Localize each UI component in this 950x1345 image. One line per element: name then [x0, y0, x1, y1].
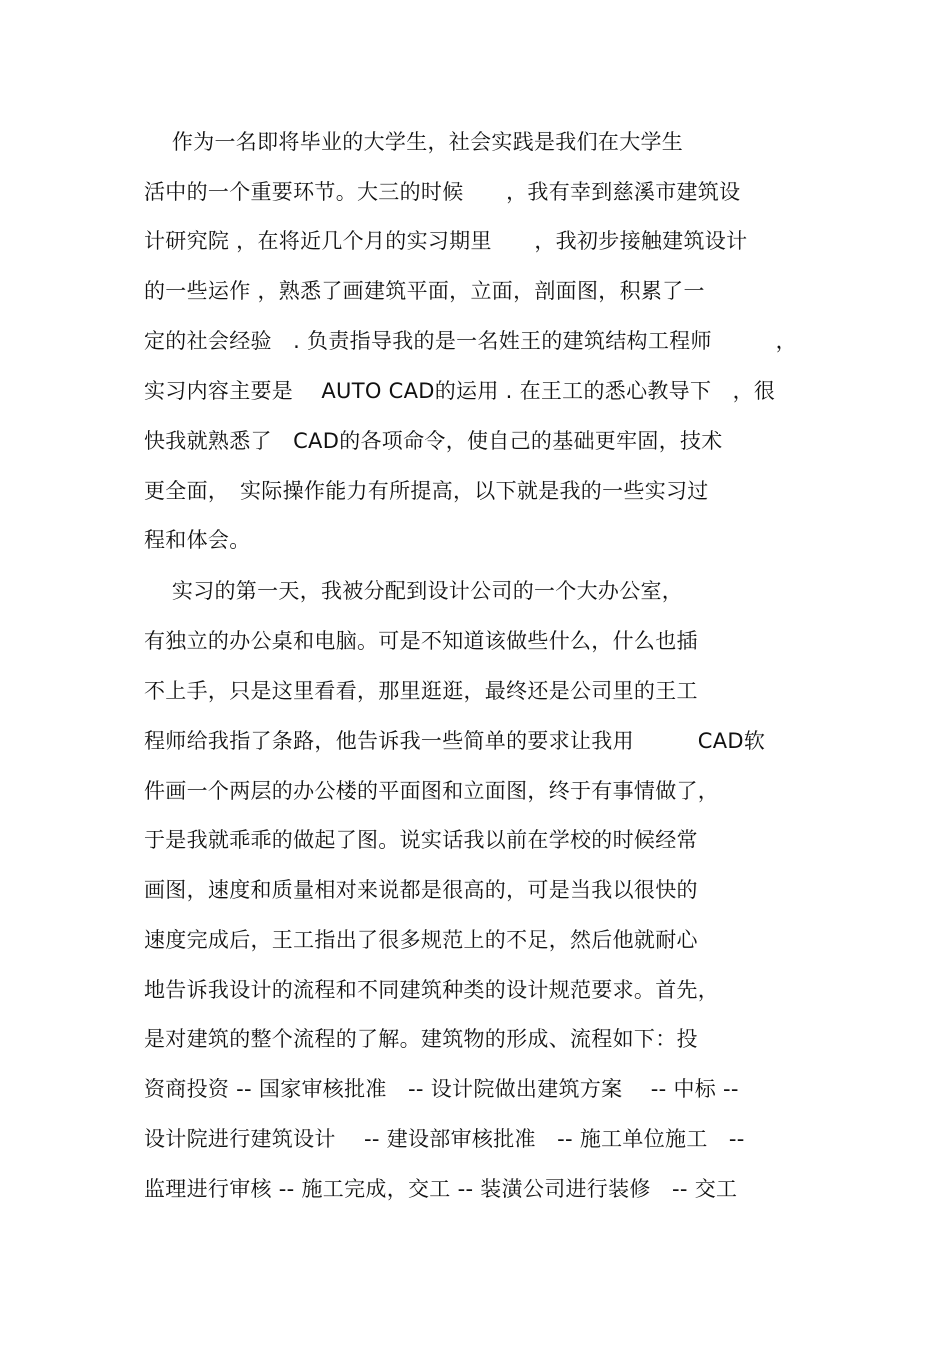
paragraph-2-line-3: 不上手，只是这里看看，那里逛逛，最终还是公司里的王工 [144, 679, 698, 703]
paragraph-2-line-5: 件画一个两层的办公楼的平面图和立面图，终于有事情做了， [144, 779, 720, 803]
paragraph-1-line-6: 实习内容主要是 AUTO CAD的运用 . 在王工的悉心教导下 ，很 [144, 379, 776, 403]
paragraph-2-line-13: 监理进行审核 -- 施工完成，交工 -- 装潢公司进行装修 -- 交工 [144, 1177, 738, 1201]
paragraph-1-line-4: 的一些运作 ，熟悉了画建筑平面，立面，剖面图，积累了一 [144, 279, 705, 303]
paragraph-1-line-5: 定的社会经验 . 负责指导我的是一名姓王的建筑结构工程师 ， [144, 329, 797, 353]
paragraph-1-line-9: 程和体会。 [144, 528, 251, 552]
paragraph-2-line-4: 程师给我指了条路，他告诉我一些简单的要求让我用 CAD软 [144, 729, 766, 753]
paragraph-1-line-7: 快我就熟悉了 CAD的各项命令，使自己的基础更牢固，技术 [144, 429, 723, 453]
paragraph-2-line-8: 速度完成后，王工指出了很多规范上的不足，然后他就耐心 [144, 928, 698, 952]
paragraph-2-line-2: 有独立的办公桌和电脑。可是不知道该做些什么，什么也插 [144, 629, 698, 653]
paragraph-1-line-8: 更全面， 实际操作能力有所提高，以下就是我的一些实习过 [144, 479, 709, 503]
paragraph-2-line-7: 画图，速度和质量相对来说都是很高的，可是当我以很快的 [144, 878, 698, 902]
paragraph-2-line-6: 于是我就乖乖的做起了图。说实话我以前在学校的时候经常 [144, 828, 698, 852]
paragraph-1-line-1: 作为一名即将毕业的大学生，社会实践是我们在大学生 [144, 130, 684, 154]
paragraph-2-line-11: 资商投资 -- 国家审核批准 -- 设计院做出建筑方案 -- 中标 -- [144, 1077, 739, 1101]
paragraph-2-line-9: 地告诉我设计的流程和不同建筑种类的设计规范要求。首先， [144, 978, 720, 1002]
paragraph-1-line-2: 活中的一个重要环节。大三的时候 ，我有幸到慈溪市建筑设 [144, 180, 741, 204]
paragraph-1-line-3: 计研究院 ，在将近几个月的实习期里 ，我初步接触建筑设计 [144, 229, 748, 253]
paragraph-2-line-1: 实习的第一天，我被分配到设计公司的一个大办公室， [144, 579, 684, 603]
paragraph-2-line-12: 设计院进行建筑设计 -- 建设部审核批准 -- 施工单位施工 -- [144, 1127, 745, 1151]
paragraph-2-line-10: 是对建筑的整个流程的了解。建筑物的形成、流程如下：投 [144, 1027, 698, 1051]
